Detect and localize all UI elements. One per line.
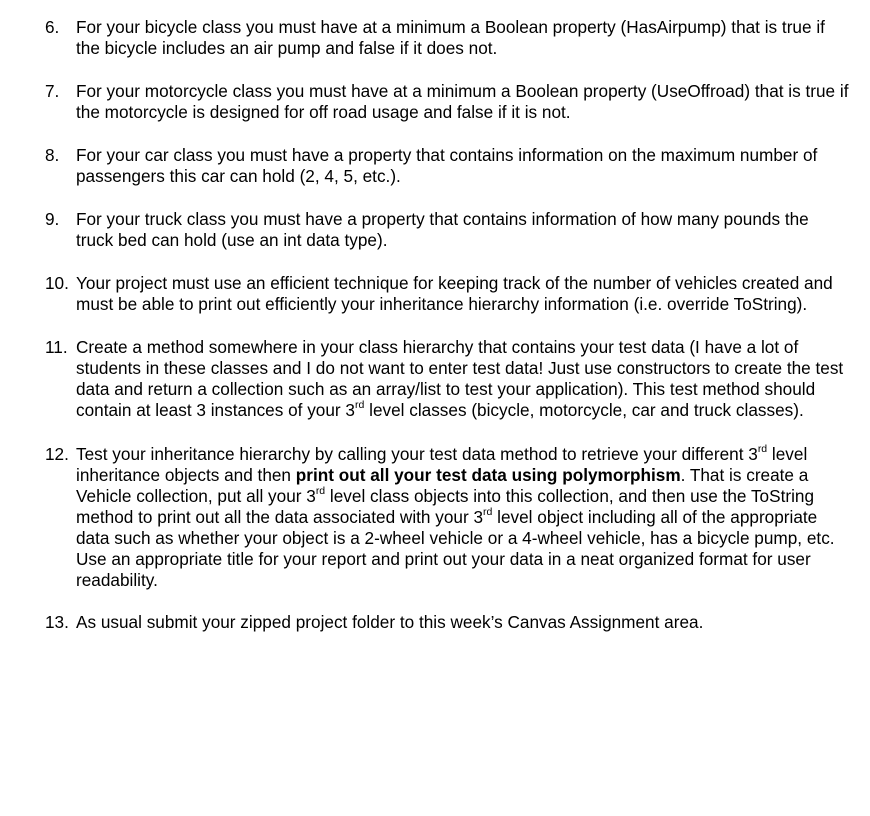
item-number: 10. bbox=[45, 273, 69, 293]
superscript: rd bbox=[315, 485, 326, 498]
spacer bbox=[45, 591, 850, 612]
item-text: For your truck class you must have a property that contains information of how many pounds the truck bed can hold (use an int data type). bbox=[76, 209, 809, 250]
item-number: 8. bbox=[45, 145, 60, 165]
spacer bbox=[45, 59, 850, 81]
item-text: For your car class you must have a property that contains information on the maximum number of passengers this car can hold (2, 4, 5, etc.). bbox=[76, 145, 818, 186]
list-item-6 bbox=[45, 17, 850, 59]
spacer bbox=[45, 123, 850, 145]
item-text-part: level classes (bicycle, motorcycle, car and truck classes). bbox=[364, 400, 804, 420]
list-item-11 bbox=[45, 337, 850, 421]
item-text: For your motorcycle class you must have at a minimum a Boolean property (UseOffroad) that is true if the motorcycle is designed for off road usage and false if it is not. bbox=[76, 81, 849, 122]
list-item-7 bbox=[45, 81, 850, 123]
list-item-8 bbox=[45, 145, 850, 187]
item-text bbox=[76, 444, 850, 591]
item-number: 13. bbox=[45, 612, 69, 632]
list-item-12 bbox=[45, 444, 850, 591]
superscript: rd bbox=[355, 399, 365, 412]
item-number: 11. bbox=[45, 337, 68, 357]
item-text: Your project must use an efficient technique for keeping track of the number of vehicles created and must be able to print out efficiently your inheritance hierarchy information (i.e. override ToString). bbox=[76, 273, 833, 314]
spacer bbox=[45, 421, 850, 444]
item-text-part: Create a method somewhere in your class hierarchy that contains your test data (I have a lot of students in these classes and I do not want to enter test data! Just use constructors to create the test data and return a collection such as an array/list to test your application). This test method should contain at least 3 instances of your 3 bbox=[76, 337, 844, 420]
item-text: For your bicycle class you must have at a minimum a Boolean property (HasAirpump) that is true if the bicycle includes an air pump and false if it does not. bbox=[76, 17, 825, 58]
item-text-part: Test your inheritance hierarchy by calling your test data method to retrieve your different 3 bbox=[76, 444, 758, 464]
spacer bbox=[45, 251, 850, 273]
list-item-10 bbox=[45, 273, 850, 315]
list-item-9 bbox=[45, 209, 850, 251]
list-item-13 bbox=[45, 612, 850, 633]
spacer bbox=[45, 315, 850, 337]
spacer bbox=[45, 187, 850, 209]
item-text: As usual submit your zipped project folder to this week’s Canvas Assignment area. bbox=[76, 612, 704, 632]
item-number: 6. bbox=[45, 17, 60, 37]
superscript: rd bbox=[483, 506, 493, 519]
item-number: 7. bbox=[45, 81, 60, 101]
item-text-part: level class objects into this collection, and then use the ToString method to print out all the data associated with your 3 bbox=[76, 486, 815, 527]
item-text-part: level inheritance objects and then bbox=[76, 444, 808, 485]
bold-emphasis: print out all your test data using polymorphism bbox=[295, 465, 681, 485]
item-number: 12. bbox=[45, 444, 69, 464]
item-number: 9. bbox=[45, 209, 60, 229]
item-text-part: level object including all of the appropriate data such as whether your object is a 2-wheel vehicle or a 4-wheel vehicle, has a bicycle pump, etc. Use an appropriate title for your report and print out your data in a neat organized format for user readability. bbox=[76, 507, 835, 590]
superscript: rd bbox=[757, 443, 768, 456]
item-text bbox=[76, 337, 850, 421]
requirements-list bbox=[45, 17, 850, 633]
item-text-part: . That is create a Vehicle collection, put all your 3 bbox=[76, 465, 809, 506]
